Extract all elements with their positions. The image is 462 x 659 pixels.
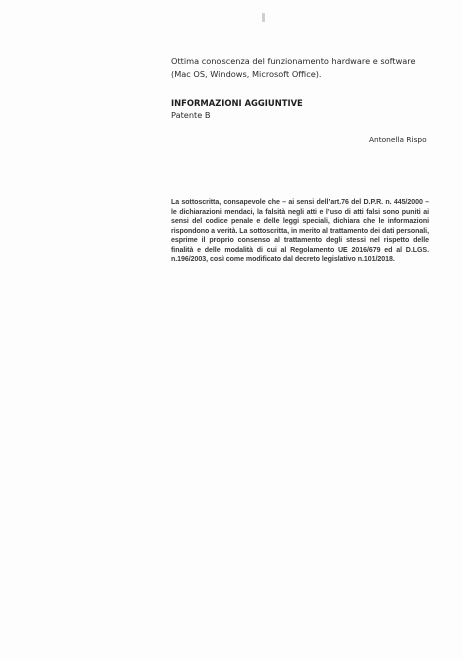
additional-info-heading: INFORMAZIONI AGGIUNTIVE	[171, 98, 303, 108]
scan-artifact-mark	[262, 13, 265, 22]
computer-skills-text: Ottima conoscenza del funzionamento hardware e software (Mac OS, Windows, Microsoft Office).	[171, 56, 416, 79]
signature-name: Antonella Rispo	[369, 135, 427, 144]
driving-license-text: Patente B	[171, 110, 211, 120]
privacy-declaration-paragraph: La sottoscritta, consapevole che – ai sensi dell’art.76 del D.P.R. n. 445/2000 – le dichiarazioni mendaci, la falsità negli atti e l’uso di atti falsi sono puniti ai sensi del codice penale e delle leggi speciali, dichiara che le informazioni rispondono a verità. La sottoscritta, in merito al trattamento dei dati personali, esprime il proprio consenso al trattamento degli stessi nel rispetto delle finalità e delle modalità di cui al Regolamento UE 2016/679 ed al D.LGS. n.196/2003, così come modificato dal decreto legislativo n.101/2018.	[171, 199, 429, 263]
